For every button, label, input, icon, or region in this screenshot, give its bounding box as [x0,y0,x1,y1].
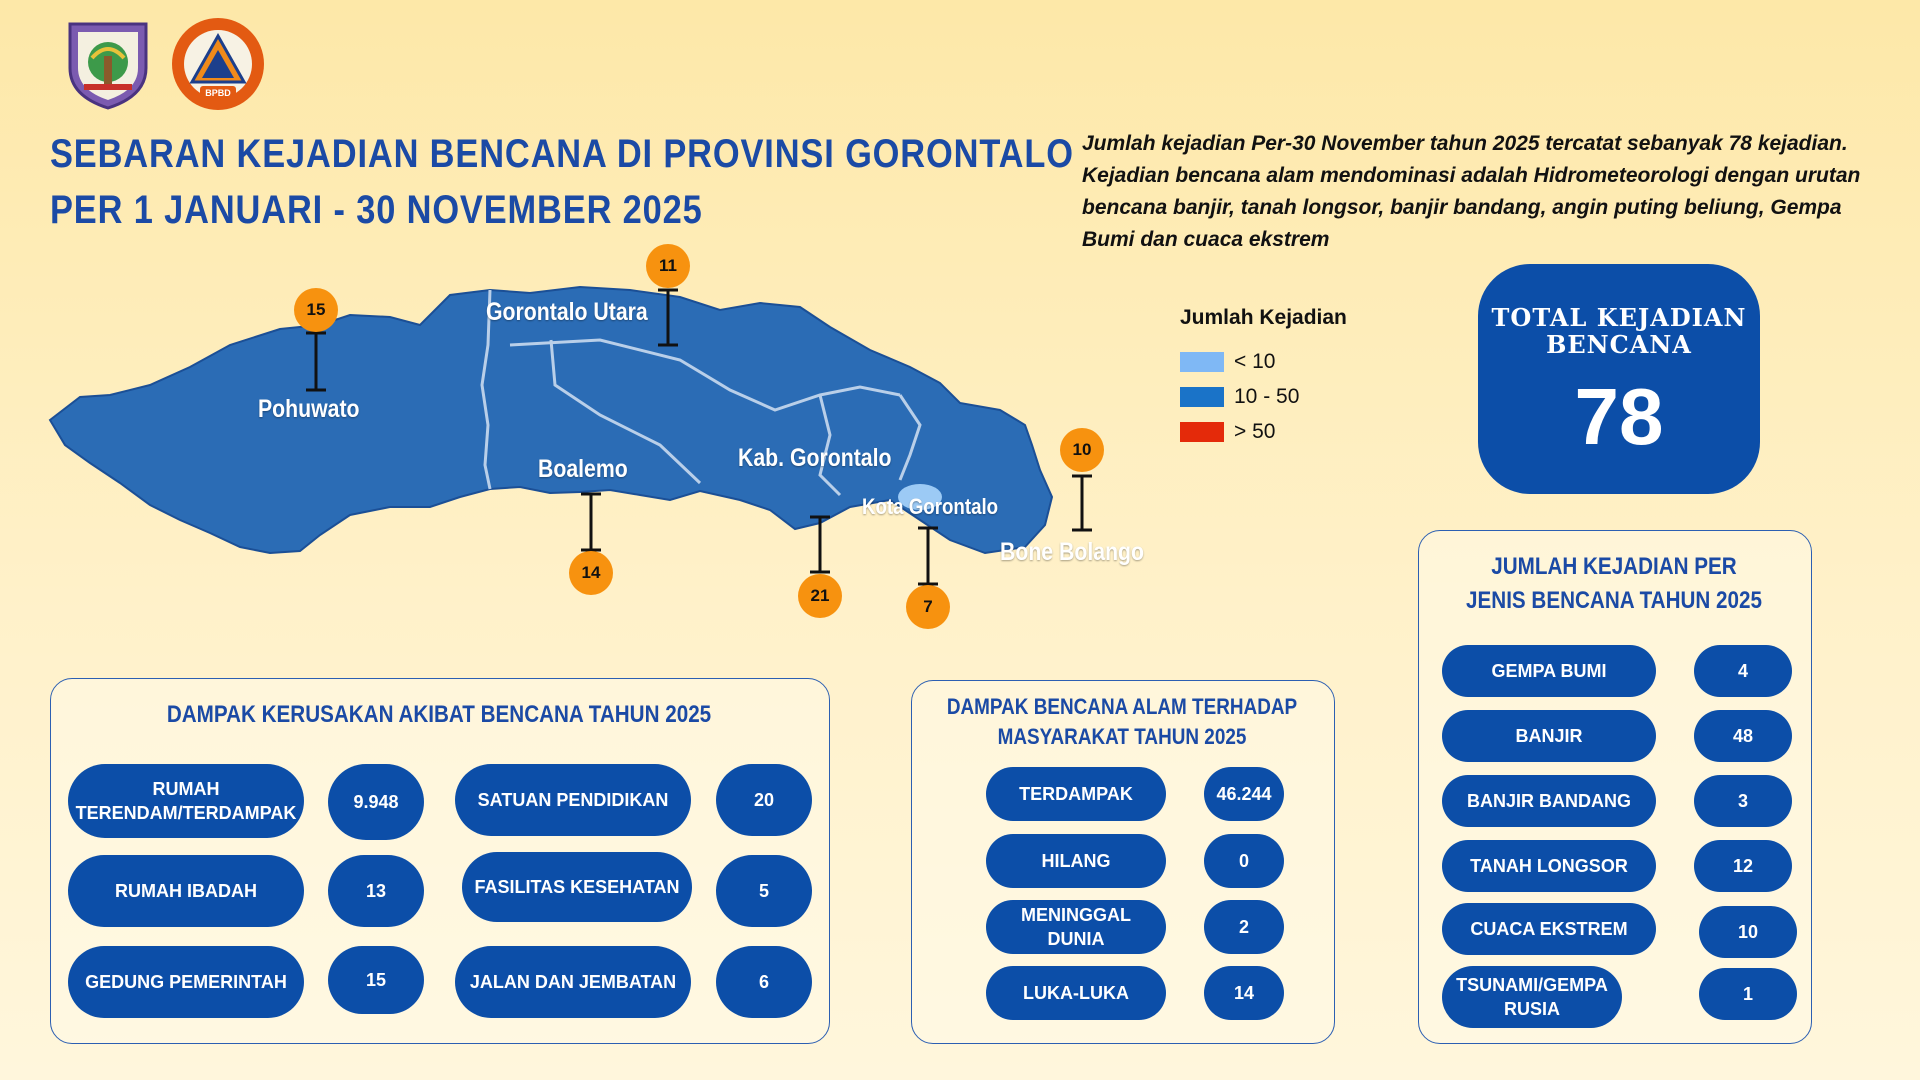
count-bubble-kota-gorontalo: 7 [906,585,950,629]
count-bubble-kab-gorontalo: 21 [798,574,842,618]
map-label-pohuwato: Pohuwato [258,395,360,423]
jenis-value-banjir-bandang: 3 [1694,775,1792,827]
jenis-label-gempa-bumi: GEMPA BUMI [1442,645,1656,697]
jenis-value-tanah-longsor: 12 [1694,840,1792,892]
count-bubble-bone-bolango: 10 [1060,428,1104,472]
bpbd-logo-text: BPBD [205,88,231,98]
legend-label-high: > 50 [1234,420,1276,443]
masyarakat-value-luka-luka: 14 [1204,966,1284,1020]
panel-dampak-masyarakat-title [941,692,1304,752]
panel-jenis-bencana-title-line2: JENIS BENCANA TAHUN 2025 [1466,587,1762,614]
total-kejadian-card [1478,264,1760,494]
legend-label-low: < 10 [1234,350,1276,373]
masyarakat-label-hilang: HILANG [986,834,1166,888]
jenis-value-gempa-bumi: 4 [1694,645,1792,697]
count-bubble-gorontalo-utara: 11 [646,244,690,288]
masyarakat-label-terdampak: TERDAMPAK [986,767,1166,821]
map-label-kab-gorontalo: Kab. Gorontalo [738,444,892,472]
jenis-value-cuaca-ekstrem: 10 [1699,906,1797,958]
masyarakat-label-meninggal-dunia: MENINGGAL DUNIA [986,900,1166,954]
kerusakan-value-rumah-ibadah: 13 [328,855,424,927]
panel-dampak-masyarakat-title-line2: MASYARAKAT TAHUN 2025 [997,724,1247,749]
kerusakan-label-gedung-pemerintah: GEDUNG PEMERINTAH [68,946,304,1018]
jenis-value-tsunami-gempa-rusia: 1 [1699,968,1797,1020]
masyarakat-value-meninggal-dunia: 2 [1204,900,1284,954]
legend-title: Jumlah Kejadian [1180,306,1347,329]
provincial-emblem-logo [64,18,152,110]
legend-swatch-mid [1180,387,1224,407]
kerusakan-label-satuan-pendidikan: SATUAN PENDIDIKAN [455,764,691,836]
kerusakan-label-rumah-ibadah: RUMAH IBADAH [68,855,304,927]
map-label-boalemo: Boalemo [538,455,628,483]
total-kejadian-label: TOTAL KEJADIAN BENCANA [1491,303,1747,359]
count-bubble-pohuwato: 15 [294,288,338,332]
bpbd-logo [170,16,266,112]
kerusakan-value-rumah-terendam: 9.948 [328,764,424,840]
masyarakat-value-terdampak: 46.244 [1204,767,1284,821]
legend-swatch-low [1180,352,1224,372]
kerusakan-label-jalan-jembatan: JALAN DAN JEMBATAN [455,946,691,1018]
map-label-kota-gorontalo: Kota Gorontalo [862,494,999,519]
count-bubble-boalemo: 14 [569,551,613,595]
kerusakan-value-gedung-pemerintah: 15 [328,946,424,1014]
legend-item-low [1180,350,1275,374]
total-kejadian-value: 78 [1574,372,1664,461]
panel-dampak-kerusakan-title: DAMPAK KERUSAKAN AKIBAT BENCANA TAHUN 2025 [166,701,712,728]
jenis-value-banjir: 48 [1694,710,1792,762]
page-title-line2: PER 1 JANUARI - 30 NOVEMBER 2025 [50,188,703,232]
kerusakan-value-satuan-pendidikan: 20 [716,764,812,836]
legend-item-mid [1180,385,1299,409]
kerusakan-value-fasilitas-kesehatan: 5 [716,855,812,927]
panel-jenis-bencana-title [1445,550,1782,618]
page-title-line1: SEBARAN KEJADIAN BENCANA DI PROVINSI GORONTALO [50,132,1074,176]
panel-jenis-bencana-title-line1: JUMLAH KEJADIAN PER [1491,553,1737,580]
kerusakan-value-jalan-jembatan: 6 [716,946,812,1018]
jenis-label-cuaca-ekstrem: CUACA EKSTREM [1442,903,1656,955]
kerusakan-label-rumah-terendam: RUMAH TERENDAM/TERDAMPAK [68,764,304,838]
jenis-label-banjir: BANJIR [1442,710,1656,762]
summary-description: Jumlah kejadian Per-30 November tahun 2025 tercatat sebanyak 78 kejadian. Kejadian bencana alam mendominasi adalah Hidrometeorologi dengan urutan bencana banjir, tanah longsor, banjir bandang, angin puting beliung, Gempa Bumi dan cuaca ekstrem [1082,132,1861,251]
page-title [50,126,1074,238]
legend-label-mid: 10 - 50 [1234,385,1300,408]
jenis-label-tanah-longsor: TANAH LONGSOR [1442,840,1656,892]
masyarakat-label-luka-luka: LUKA-LUKA [986,966,1166,1020]
map-label-bone-bolango: Bone Bolango [1000,538,1145,566]
panel-dampak-masyarakat-title-line1: DAMPAK BENCANA ALAM TERHADAP [946,694,1298,719]
kerusakan-label-fasilitas-kesehatan: FASILITAS KESEHATAN [462,852,692,922]
map-label-gorontalo-utara: Gorontalo Utara [486,298,648,326]
masyarakat-value-hilang: 0 [1204,834,1284,888]
legend-item-high [1180,420,1275,444]
legend-swatch-high [1180,422,1224,442]
jenis-label-tsunami-gempa-rusia: TSUNAMI/GEMPA RUSIA [1442,966,1622,1028]
jenis-label-banjir-bandang: BANJIR BANDANG [1442,775,1656,827]
